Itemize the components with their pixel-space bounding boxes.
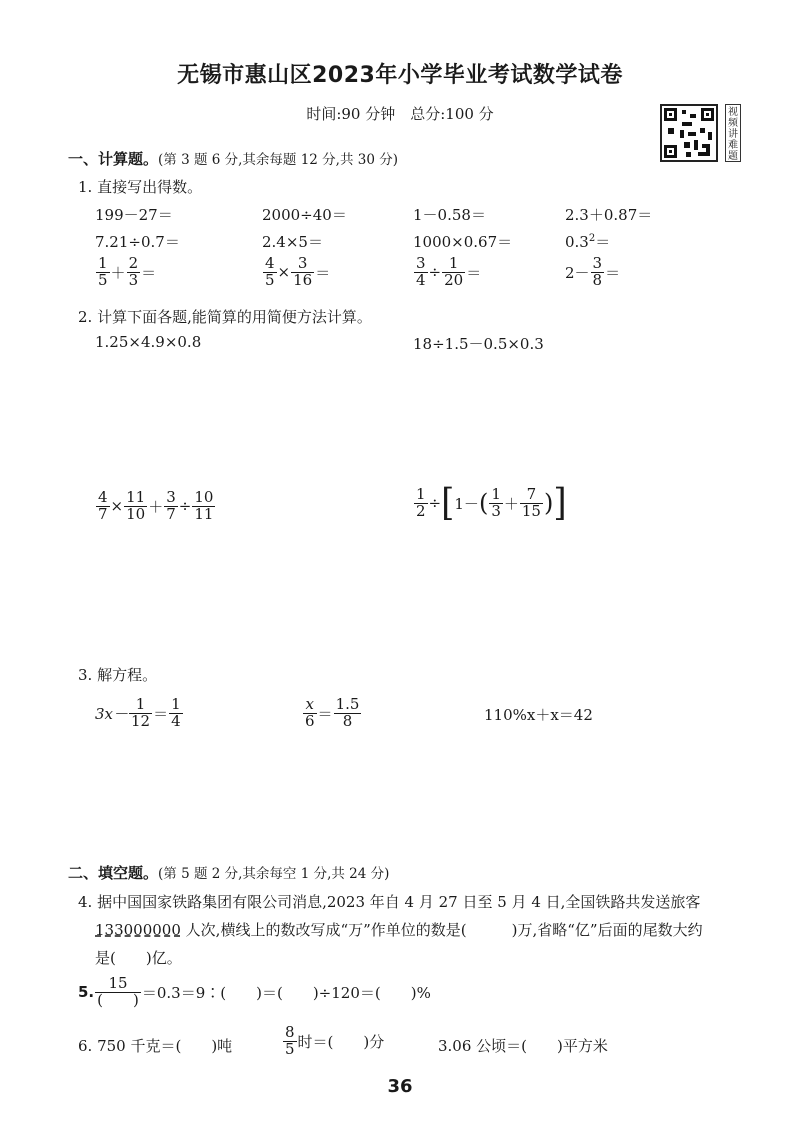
section-2-note: (第 5 题 2 分,其余每空 1 分,共 24 分) <box>158 866 390 882</box>
q3-title: 3. 解方程。 <box>78 666 158 684</box>
q1-item: 1000×0.67＝ <box>413 233 513 251</box>
q1-item: 199－27＝ <box>95 206 173 224</box>
page-title: 无锡市惠山区2023年小学毕业考试数学试卷 <box>177 63 623 88</box>
q4-line-2: 133000000 人次,横线上的数改写成“万”作单位的数是( )万,省略“亿”后面的尾数大约 <box>95 921 703 939</box>
q2-expression-fraction: $\frac{4}{7}$ × $\frac{11}{10}$ ＋ $\frac{3}{7}$ ÷ $\frac{10}{11}$ <box>98 488 214 523</box>
q2-expression: 1.25×4.9×0.8 <box>95 333 202 351</box>
q1-title: 1. 直接写出得数。 <box>78 178 203 196</box>
section-1-heading <box>68 148 398 169</box>
q3-equation: 110%x＋x＝42 <box>484 706 593 724</box>
q6-part-1: 6. 750 千克＝( )吨 <box>78 1037 233 1055</box>
q1-fraction-item: 2－ $\frac{3}{8}$ ＝ <box>565 254 621 289</box>
q2-title: 2. 计算下面各题,能简算的用简便方法计算。 <box>78 308 372 326</box>
section-1-note: (第 3 题 6 分,其余每题 12 分,共 30 分) <box>158 152 398 168</box>
q1-item: 2.4×5＝ <box>262 233 323 251</box>
exam-time-score: 时间:90 分钟 总分:100 分 <box>306 105 494 123</box>
section-1-title: 一、计算题。 <box>68 150 159 168</box>
q4-line-1: 4. 据中国国家铁路集团有限公司消息,2023 年自 4 月 27 日至 5 月 4 日,全国铁路共发送旅客 <box>78 893 701 911</box>
q1-fraction-item: $\frac{4}{5}$ × $\frac{3}{16}$ ＝ <box>265 254 331 289</box>
page-number: 36 <box>387 1076 413 1097</box>
qr-label: 视频讲难题 <box>725 104 741 162</box>
q1-item: 2000÷40＝ <box>262 206 347 224</box>
q2-expression-bracket: $\frac{1}{2}$ ÷ [ 1－ ( $\frac{1}{3}$ ＋ $\frac{7}{15}$ ) ] <box>416 481 567 525</box>
section-2-title: 二、填空题。 <box>68 864 159 882</box>
q1-fraction-item: $\frac{1}{5}$ ＋ $\frac{2}{3}$ ＝ <box>98 254 157 289</box>
q1-item: 2.3＋0.87＝ <box>565 206 653 224</box>
q1-item-power: $0.3^2=$ <box>565 233 611 251</box>
q1-item: 7.21÷0.7＝ <box>95 233 180 251</box>
q3-equation: 3x－ $\frac{1}{12}$ ＝ $\frac{1}{4}$ <box>95 695 181 730</box>
q1-item: 1－0.58＝ <box>413 206 486 224</box>
q5-line: 5. $\frac{15}{( )}$ ＝0.3＝9∶( )＝( )÷120＝( )% <box>78 974 431 1009</box>
underlined-number: 133000000 <box>95 921 181 939</box>
qr-code-icon[interactable] <box>660 104 718 162</box>
q4-line-3: 是( )亿。 <box>95 949 182 967</box>
q2-expression: 18÷1.5－0.5×0.3 <box>413 335 544 353</box>
q1-fraction-item: $\frac{3}{4}$ ÷ $\frac{1}{20}$ ＝ <box>416 254 482 289</box>
q6-part-3: 3.06 公顷＝( )平方米 <box>438 1037 608 1055</box>
section-2-heading <box>68 862 389 883</box>
q6-part-2: $\frac{8}{5}$ 时＝( )分 <box>285 1023 385 1058</box>
q3-equation: $\frac{x}{6}$ ＝ $\frac{1.5}{8}$ <box>305 695 360 730</box>
